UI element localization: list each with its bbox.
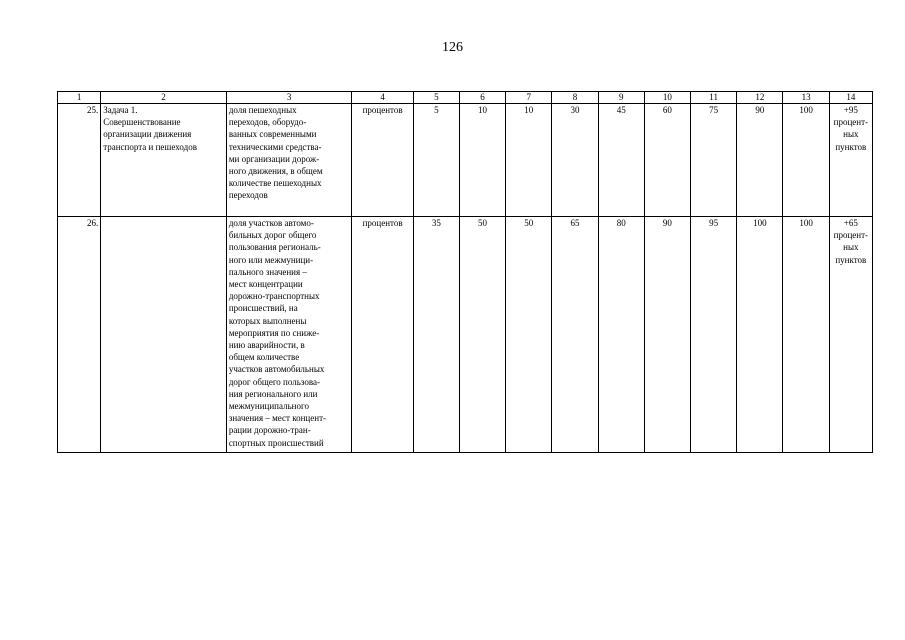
header-row bbox=[58, 92, 873, 104]
value-cell: 95 bbox=[691, 217, 737, 453]
indicator-cell: доля участков автомо- бильных дорог общего пользования региональ- ного или межмуници- пального значения – мест концентрации дорожно-транспортных происшествий, на которых выполнены мероприятия по сниже- нию аварийности, в общем количестве участков автомобильных дорог общего пользова- ния регионального или межмуниципального значения – мест концент- рации дорожно-тран- спортных происшествий bbox=[226, 217, 352, 453]
value-cell: 100 bbox=[783, 217, 829, 453]
value-cell: 80 bbox=[598, 217, 644, 453]
table-row bbox=[58, 104, 873, 217]
column-header: 13 bbox=[783, 92, 829, 104]
column-header: 5 bbox=[413, 92, 459, 104]
column-header: 1 bbox=[58, 92, 101, 104]
value-cell: 90 bbox=[644, 217, 690, 453]
indicator-cell: доля пешеходных переходов, оборудо- ванных современными техническими средства- ми организации дорож- ного движения, в общем количестве пешеходных переходов bbox=[226, 104, 352, 217]
total-change-cell: +95 процент- ных пунктов bbox=[829, 104, 872, 217]
column-header: 12 bbox=[737, 92, 783, 104]
unit-cell: процентов bbox=[352, 217, 413, 453]
value-cell: 10 bbox=[459, 104, 505, 217]
column-header: 11 bbox=[691, 92, 737, 104]
value-cell: 60 bbox=[644, 104, 690, 217]
value-cell: 50 bbox=[459, 217, 505, 453]
task-cell: Задача 1. Совершенствование организации движения транспорта и пешеходов bbox=[101, 104, 227, 217]
value-cell: 10 bbox=[506, 104, 552, 217]
column-header: 6 bbox=[459, 92, 505, 104]
value-cell: 30 bbox=[552, 104, 598, 217]
value-cell: 45 bbox=[598, 104, 644, 217]
column-header: 8 bbox=[552, 92, 598, 104]
total-change-cell: +65 процент- ных пунктов bbox=[829, 217, 872, 453]
column-header: 2 bbox=[101, 92, 227, 104]
task-cell bbox=[101, 217, 227, 453]
column-header: 9 bbox=[598, 92, 644, 104]
value-cell: 50 bbox=[506, 217, 552, 453]
page-number: 126 bbox=[442, 40, 463, 55]
column-header: 4 bbox=[352, 92, 413, 104]
column-header: 10 bbox=[644, 92, 690, 104]
value-cell: 5 bbox=[413, 104, 459, 217]
column-header: 7 bbox=[506, 92, 552, 104]
column-header: 3 bbox=[226, 92, 352, 104]
value-cell: 35 bbox=[413, 217, 459, 453]
value-cell: 100 bbox=[783, 104, 829, 217]
value-cell: 65 bbox=[552, 217, 598, 453]
table-row bbox=[58, 217, 873, 453]
row-number: 26. bbox=[58, 217, 101, 453]
value-cell: 75 bbox=[691, 104, 737, 217]
column-header: 14 bbox=[829, 92, 872, 104]
unit-cell: процентов bbox=[352, 104, 413, 217]
value-cell: 90 bbox=[737, 104, 783, 217]
row-number: 25. bbox=[58, 104, 101, 217]
value-cell: 100 bbox=[737, 217, 783, 453]
indicators-table bbox=[57, 91, 873, 453]
